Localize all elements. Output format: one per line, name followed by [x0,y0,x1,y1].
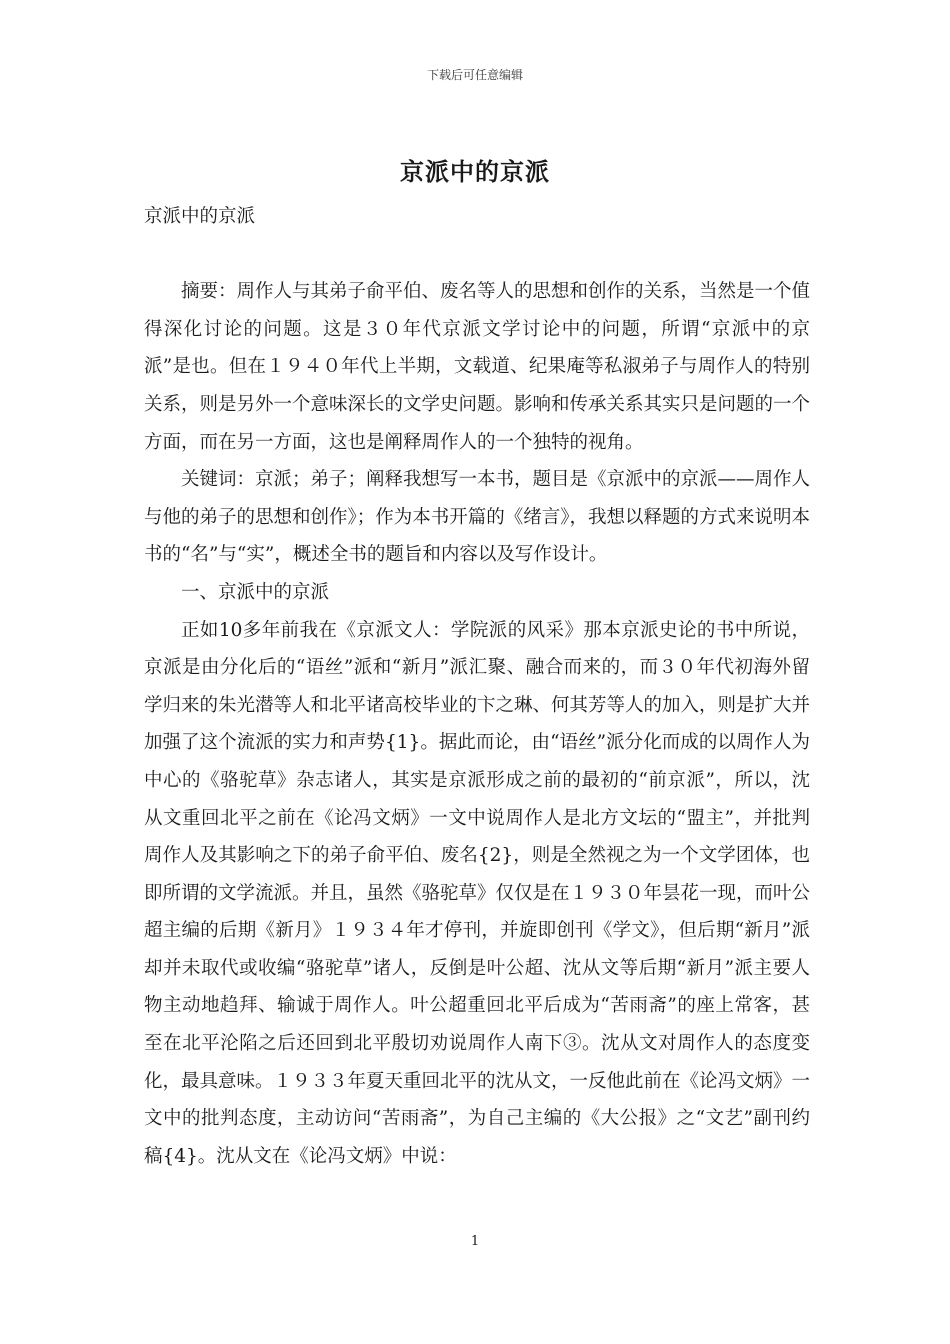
abstract-paragraph: 摘要：周作人与其弟子俞平伯、废名等人的思想和创作的关系，当然是一个值得深化讨论的问题。这是３０年代京派文学讨论中的问题，所谓“京派中的京派”是也。但在１９４０年代上半期，文载道、纪果庵等私淑弟子与周作人的特别关系，则是另外一个意味深长的文学史问题。影响和传承关系其实只是问题的一个方面，而在另一方面，这也是阐释周作人的一个独特的视角。 [144,281,811,453]
document-body [144,198,810,1175]
body-paragraph: 正如10多年前我在《京派文人：学院派的风采》那本京派史论的书中所说，京派是由分化后的“语丝”派和“新月”派汇聚、融合而来的，而３０年代初海外留学归来的朱光潜等人和北平诸高校毕业的卞之琳、何其芳等人的加入，则是扩大并加强了这个流派的实力和声势{1}。据此而论，由“语丝”派分化而成的以周作人为中心的《骆驼草》杂志诸人，其实是京派形成之前的最初的“前京派”，所以，沈从文重回北平之前在《论冯文炳》一文中说周作人是北方文坛的“盟主”，并批判周作人及其影响之下的弟子俞平伯、废名{2}，则是全然视之为一个文学团体，也即所谓的文学流派。并且，虽然《骆驼草》仅仅是在１９３０年昙花一现，而叶公超主编的后期《新月》１９３４年才停刊，并旋即创刊《学文》，但后期“新月”派却并未取代或收编“骆驼草”诸人，反倒是叶公超、沈从文等后期“新月”派主要人物主动地趋拜、输诚于周作人。叶公超重回北平后成为“苦雨斋”的座上常客，甚至在北平沦陷之后还回到北平殷切劝说周作人南下③。沈从文对周作人的态度变化，最具意味。１９３３年夏天重回北平的沈从文，一反他此前在《论冯文炳》一文中的批判态度，主动访问“苦雨斋”，为自己主编的《大公报》之“文艺”副刊约稿{4}。沈从文在《论冯文炳》中说： [144,619,811,1167]
section-heading: 一、京派中的京派 [181,581,330,603]
keywords-paragraph: 关键词：京派；弟子；阐释我想写一本书，题目是《京派中的京派——周作人与他的弟子的思想和创作》；作为本书开篇的《绪言》，我想以释题的方式来说明本书的“名”与“实”，概述全书的题旨和内容以及写作设计。 [144,469,811,566]
page-number: 1 [470,1234,480,1249]
page-header: 下载后可任意编辑 [426,68,523,82]
document-subtitle: 京派中的京派 [144,206,256,227]
document-title: 京派中的京派 [400,157,550,186]
